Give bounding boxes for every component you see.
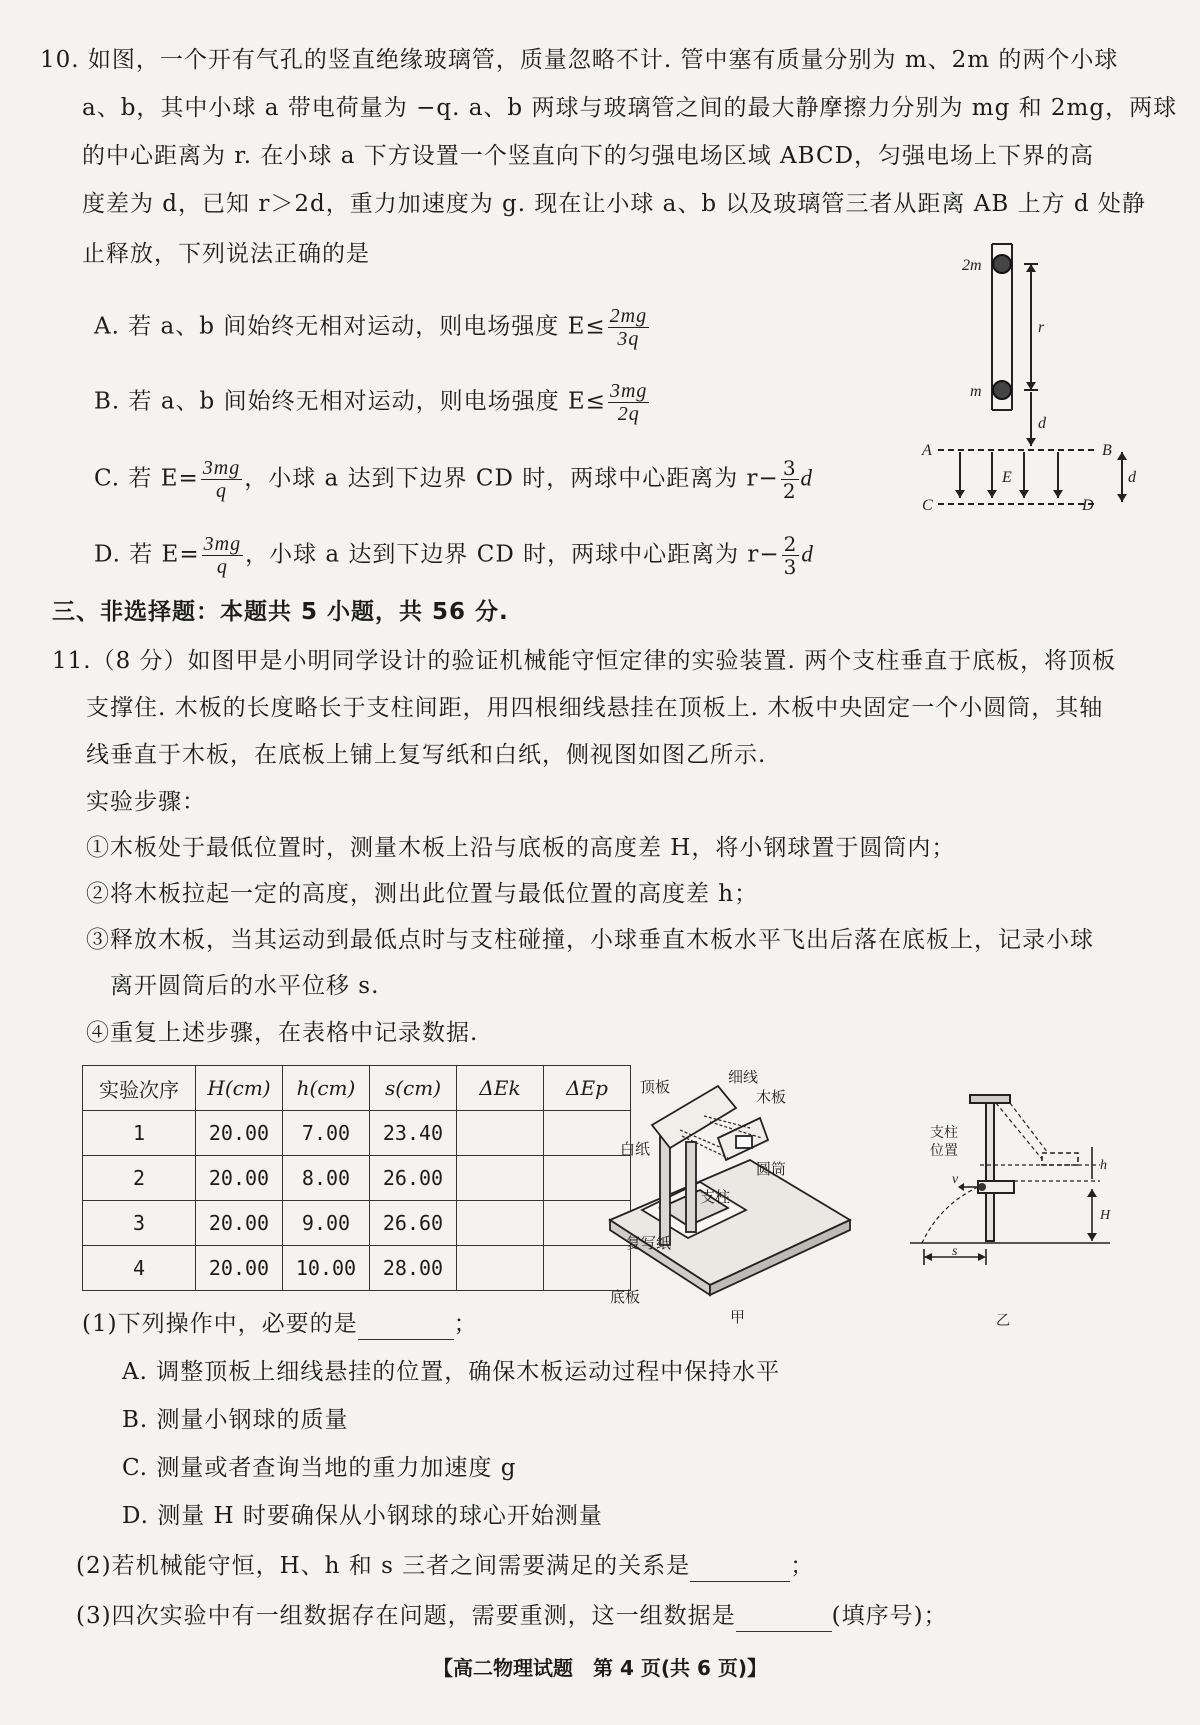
label-top-board: 顶板 <box>640 1078 671 1096</box>
q11-step-3a: ③释放木板，当其运动到最低点时与支柱碰撞，小球垂直木板水平飞出后落在底板上，记录小球 <box>86 927 1094 953</box>
table-cell: 26.60 <box>370 1201 457 1246</box>
table-cell: 20.00 <box>196 1156 283 1201</box>
q11-sub2 <box>76 1550 814 1582</box>
fraction-denominator: 2q <box>617 403 640 425</box>
fraction-numerator: 3mg <box>202 457 241 479</box>
q11-sub1-option-b: B. 测量小钢球的质量 <box>122 1407 349 1433</box>
q10-option-c-dfraction <box>781 457 799 502</box>
fraction-denominator: q <box>216 480 227 502</box>
q11-sub2-text: (2)若机械能守恒，H、h 和 s 三者之间需要满足的关系是 <box>76 1553 691 1579</box>
table-cell: 1 <box>83 1111 196 1156</box>
table-header: ΔEk <box>457 1066 544 1111</box>
q11-sub1 <box>82 1308 478 1340</box>
q11-step-3b: 离开圆筒后的水平位移 s. <box>110 973 380 999</box>
q11-line-1: 11.（8 分）如图甲是小明同学设计的验证机械能守恒定律的实验装置. 两个支柱垂直于底板，将顶板 <box>52 648 1117 674</box>
q10-option-b <box>94 380 651 425</box>
q11-line-3: 线垂直于木板，在底板上铺上复写纸和白纸，侧视图如图乙所示. <box>86 742 767 768</box>
label-h: h <box>1100 1158 1107 1173</box>
section-3-heading: 三、非选择题：本题共 5 小题，共 56 分. <box>52 599 509 625</box>
q10-line-4: 度差为 d，已知 r＞2d，重力加速度为 g. 现在让小球 a、b 以及玻璃管三者从距离 AB 上方 d 处静 <box>82 191 1146 217</box>
small-cylinder <box>736 1136 752 1148</box>
table-header: h(cm) <box>283 1066 370 1111</box>
fraction-numerator: 2mg <box>609 305 648 327</box>
figure-yi-side-view <box>900 1085 1120 1335</box>
label-D: D <box>1082 497 1094 514</box>
label-m: m <box>970 383 982 400</box>
q10-option-d-prefix: D. 若 E= <box>94 541 200 568</box>
ball-b <box>993 255 1011 273</box>
q11-sub3-text: (3)四次实验中有一组数据存在问题，需要重测，这一组数据是 <box>76 1603 736 1629</box>
steel-ball <box>978 1183 986 1191</box>
fraction-numerator: 3 <box>782 456 797 480</box>
label-H: H <box>1100 1208 1111 1223</box>
label-A: A <box>922 442 932 459</box>
q11-sub1-option-c: C. 测量或者查询当地的重力加速度 g <box>122 1455 517 1481</box>
table-cell: 2 <box>83 1156 196 1201</box>
table-header: s(cm) <box>370 1066 457 1111</box>
label-E: E <box>1002 469 1012 486</box>
experiment-data-table <box>82 1065 631 1291</box>
table-row <box>83 1201 631 1246</box>
label-B: B <box>1102 442 1112 459</box>
table-cell: 26.00 <box>370 1156 457 1201</box>
q11-sub1-end: ； <box>453 1311 478 1337</box>
label-carbon-paper: 复写纸 <box>626 1234 672 1252</box>
table-cell: 28.00 <box>370 1246 457 1291</box>
q10-option-d-middle: ，小球 a 达到下边界 CD 时，两球中心距离为 r− <box>245 541 780 568</box>
q10-option-c <box>94 457 813 502</box>
q11-sub2-end: ； <box>790 1553 815 1579</box>
q11-sub1-text: (1)下列操作中，必要的是 <box>82 1311 358 1337</box>
table-row <box>83 1111 631 1156</box>
pillar-left <box>660 1135 670 1245</box>
caption-jia: 甲 <box>730 1308 746 1326</box>
fraction-numerator: 2 <box>783 532 798 556</box>
q10-line-5: 止释放，下列说法正确的是 <box>82 241 370 267</box>
table-header: H(cm) <box>196 1066 283 1111</box>
fraction-numerator: 3mg <box>609 380 648 402</box>
caption-yi: 乙 <box>996 1313 1010 1329</box>
label-d-side: d <box>1128 469 1136 486</box>
label-2m: 2m <box>962 257 982 274</box>
q10-tube-field-figure <box>900 240 1140 520</box>
q10-option-c-efraction <box>201 457 242 502</box>
label-cylinder: 圆筒 <box>756 1160 787 1178</box>
table-cell: 8.00 <box>283 1156 370 1201</box>
table-cell: 23.40 <box>370 1111 457 1156</box>
base-board <box>610 1160 850 1285</box>
table-header-row <box>83 1066 631 1111</box>
raised-board-position <box>1042 1153 1078 1165</box>
table-cell: 20.00 <box>196 1201 283 1246</box>
table-cell: 9.00 <box>283 1201 370 1246</box>
table-header: 实验次序 <box>83 1066 196 1111</box>
fraction-denominator: 2 <box>782 479 797 503</box>
q11-sub3 <box>76 1600 948 1632</box>
q10-option-b-text: B. 若 a、b 间始终无相对运动，则电场强度 E≤ <box>94 388 606 415</box>
table-cell: 10.00 <box>283 1246 370 1291</box>
trajectory <box>922 1187 978 1243</box>
q10-option-d-efraction <box>202 533 243 578</box>
q11-sub3-end: (填序号)； <box>831 1603 948 1629</box>
table-cell: 7.00 <box>283 1111 370 1156</box>
q11-step-1: ①木板处于最低位置时，测量木板上沿与底板的高度差 H，将小钢球置于圆筒内； <box>86 835 956 861</box>
q10-option-a-fraction <box>608 305 649 350</box>
q10-line-3: 的中心距离为 r. 在小球 a 下方设置一个竖直向下的匀强电场区域 ABCD，匀强电场上下界的高 <box>82 143 1095 169</box>
label-d: d <box>1038 415 1046 432</box>
table-cell: 4 <box>83 1246 196 1291</box>
q11-steps-title: 实验步骤： <box>86 789 206 815</box>
table-row <box>83 1246 631 1291</box>
label-pillar: 支柱 <box>700 1188 731 1206</box>
q10-option-c-prefix: C. 若 E= <box>94 465 199 492</box>
label-thread: 细线 <box>728 1070 759 1086</box>
label-r: r <box>1038 319 1045 336</box>
table-cell: 20.00 <box>196 1246 283 1291</box>
fraction-numerator: 3mg <box>203 533 242 555</box>
q11-line-2: 支撑住. 木板的长度略长于支柱间距，用四根细线悬挂在顶板上. 木板中央固定一个小圆筒，其轴 <box>86 695 1104 721</box>
table-cell <box>457 1111 544 1156</box>
table-header: ΔEp <box>544 1066 631 1111</box>
q10-option-d-end: d <box>801 541 814 567</box>
answer-blank-1[interactable] <box>358 1315 454 1340</box>
ball-a <box>993 381 1011 399</box>
label-v: v <box>952 1172 959 1187</box>
label-pillar-pos-1: 支柱 <box>930 1125 958 1141</box>
q11-sub1-option-a: A. 调整顶板上细线悬挂的位置，确保木板运动过程中保持水平 <box>122 1359 781 1385</box>
top-board-side <box>970 1095 1010 1103</box>
table-cell <box>457 1246 544 1291</box>
pillar-side <box>986 1103 994 1241</box>
q11-step-2: ②将木板拉起一定的高度，测出此位置与最低位置的高度差 h； <box>86 881 759 907</box>
label-wood-board: 木板 <box>756 1088 787 1106</box>
q10-option-d-dfraction <box>782 533 800 578</box>
label-base-board: 底板 <box>610 1288 641 1306</box>
q10-line-1: 10. 如图，一个开有气孔的竖直绝缘玻璃管，质量忽略不计. 管中塞有质量分别为 m、2m 的两个小球 <box>40 47 1119 73</box>
fraction-denominator: q <box>216 556 228 578</box>
table-row <box>83 1156 631 1201</box>
fraction-denominator: 3 <box>783 555 798 579</box>
page-footer: 【高二物理试题 第 4 页(共 6 页)】 <box>433 1656 767 1680</box>
table-cell: 3 <box>83 1201 196 1246</box>
fraction-denominator: 3q <box>617 328 640 350</box>
label-C: C <box>922 497 933 514</box>
table-cell <box>457 1156 544 1201</box>
q10-option-d <box>94 533 814 578</box>
q10-option-c-middle: ，小球 a 达到下边界 CD 时，两球中心距离为 r− <box>244 465 779 492</box>
q10-line-2: a、b，其中小球 a 带电荷量为 −q. a、b 两球与玻璃管之间的最大静摩擦力分别为 mg 和 2mg，两球 <box>82 95 1178 121</box>
figure-jia-apparatus <box>600 1070 870 1330</box>
table-cell: 20.00 <box>196 1111 283 1156</box>
answer-blank-2[interactable] <box>690 1557 790 1582</box>
q10-option-b-fraction <box>608 380 649 425</box>
label-white-paper: 白纸 <box>620 1140 651 1158</box>
answer-blank-3[interactable] <box>736 1607 832 1632</box>
pillar-right <box>686 1142 696 1232</box>
table-cell <box>457 1201 544 1246</box>
label-s: s <box>952 1244 958 1259</box>
q10-option-a <box>94 305 651 350</box>
label-pillar-pos-2: 位置 <box>930 1143 958 1159</box>
q10-option-c-end: d <box>800 465 814 491</box>
q11-step-4: ④重复上述步骤，在表格中记录数据. <box>86 1020 479 1046</box>
q11-sub1-option-d: D. 测量 H 时要确保从小钢球的球心开始测量 <box>122 1503 603 1529</box>
q10-option-a-text: A. 若 a、b 间始终无相对运动，则电场强度 E≤ <box>94 313 606 340</box>
